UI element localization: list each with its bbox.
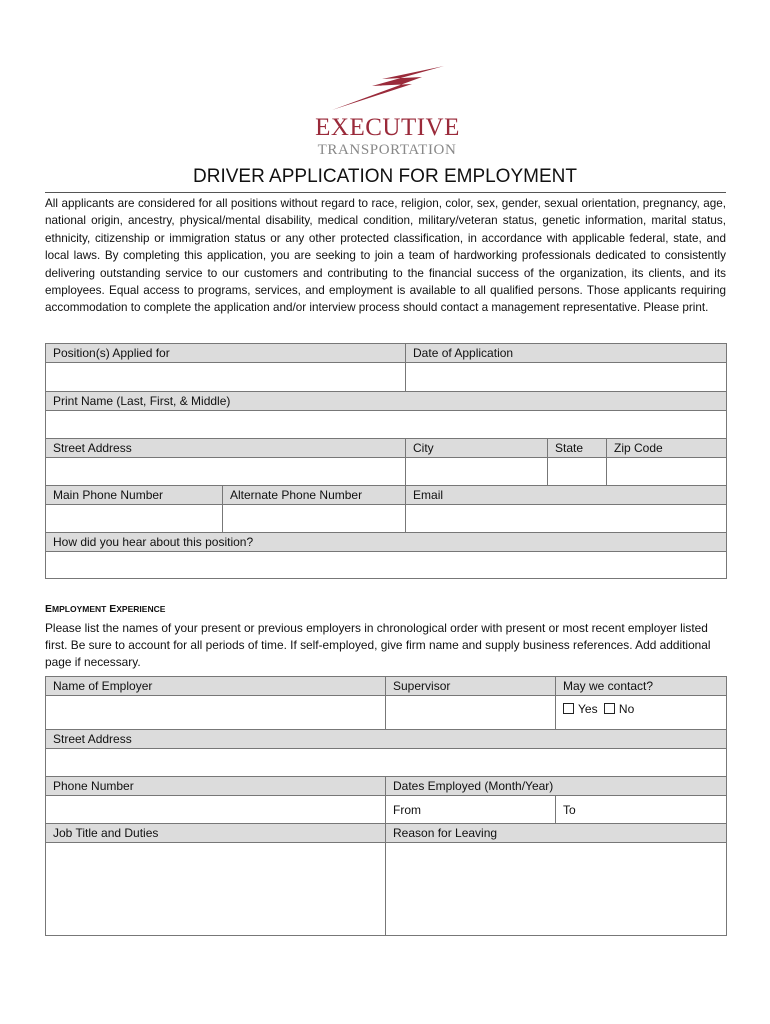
logo-subtitle: TRANSPORTATION (317, 142, 457, 158)
hear-label: How did you hear about this position? (46, 533, 727, 552)
employment-table (45, 676, 727, 936)
state-label: State (548, 439, 607, 458)
contact-label: May we contact? (556, 677, 727, 696)
contact-yes-label: Yes (578, 702, 598, 716)
main-phone-label: Main Phone Number (46, 486, 223, 505)
alt-phone-label: Alternate Phone Number (223, 486, 406, 505)
reason-label: Reason for Leaving (386, 824, 727, 843)
company-logo (310, 64, 470, 160)
to-label: To (563, 802, 576, 817)
employer-street-label: Street Address (46, 730, 727, 749)
employer-field[interactable] (46, 696, 386, 730)
reason-field[interactable] (386, 843, 727, 936)
city-field[interactable] (406, 458, 548, 486)
date-label: Date of Application (406, 344, 727, 363)
dates-label: Dates Employed (Month/Year) (386, 777, 727, 796)
employment-instructions: Please list the names of your present or previous employers in chronological order with present or most recent employer listed first. Be sure to account for all periods of time. If self-employed, give firm name and supply business references. Add additional page if necessary. (45, 621, 711, 670)
supervisor-label: Supervisor (386, 677, 556, 696)
logo-name: EXECUTIVE (315, 114, 460, 141)
date-field[interactable] (406, 363, 727, 392)
zip-field[interactable] (607, 458, 727, 486)
lightning-mark-icon (332, 64, 447, 112)
contact-no-checkbox[interactable] (604, 703, 615, 714)
contact-options (556, 696, 727, 730)
street-label: Street Address (46, 439, 406, 458)
employer-label: Name of Employer (46, 677, 386, 696)
zip-label: Zip Code (607, 439, 727, 458)
employer-phone-label: Phone Number (46, 777, 386, 796)
name-label: Print Name (Last, First, & Middle) (46, 392, 727, 411)
employer-phone-field[interactable] (46, 796, 386, 824)
positions-label: Position(s) Applied for (46, 344, 406, 363)
hear-field[interactable] (46, 552, 727, 579)
main-phone-field[interactable] (46, 505, 223, 533)
intro-paragraph: All applicants are considered for all positions without regard to race, religion, color, sex, gender, sexual orientation, pregnancy, age, national origin, ancestry, physical/mental disability, medical condition, military/veteran status, genetic information, marital status, ethnicity, citizenship or immigration status or any other protected classification, in accordance with applicable federal, state, and local laws. By completing this application, you are seeking to join a team of hardworking professionals dedicated to consistently delivering outstanding service to our customers and contributing to the financial success of the organization, its clients, and its employees. Equal access to programs, services, and employment is available to all qualified persons. Those applicants requiring accommodation to complete the application and/or interview process should contact a management representative. Please print. (45, 197, 726, 315)
street-field[interactable] (46, 458, 406, 486)
to-field[interactable] (556, 796, 727, 824)
contact-no-label: No (618, 702, 635, 716)
from-field[interactable] (386, 796, 556, 824)
alt-phone-field[interactable] (223, 505, 406, 533)
from-label: From (393, 802, 421, 817)
employment-heading: EMPLOYMENT EXPERIENCE (45, 603, 166, 615)
employer-street-field[interactable] (46, 749, 727, 777)
city-label: City (406, 439, 548, 458)
job-field[interactable] (46, 843, 386, 936)
applicant-info-table (45, 343, 727, 579)
email-field[interactable] (406, 505, 727, 533)
email-label: Email (406, 486, 727, 505)
contact-yes-checkbox[interactable] (563, 703, 574, 714)
state-field[interactable] (548, 458, 607, 486)
name-field[interactable] (46, 411, 727, 439)
positions-field[interactable] (46, 363, 406, 392)
job-label: Job Title and Duties (46, 824, 386, 843)
title-divider (45, 192, 726, 193)
page-title: DRIVER APPLICATION FOR EMPLOYMENT (193, 166, 577, 187)
supervisor-field[interactable] (386, 696, 556, 730)
